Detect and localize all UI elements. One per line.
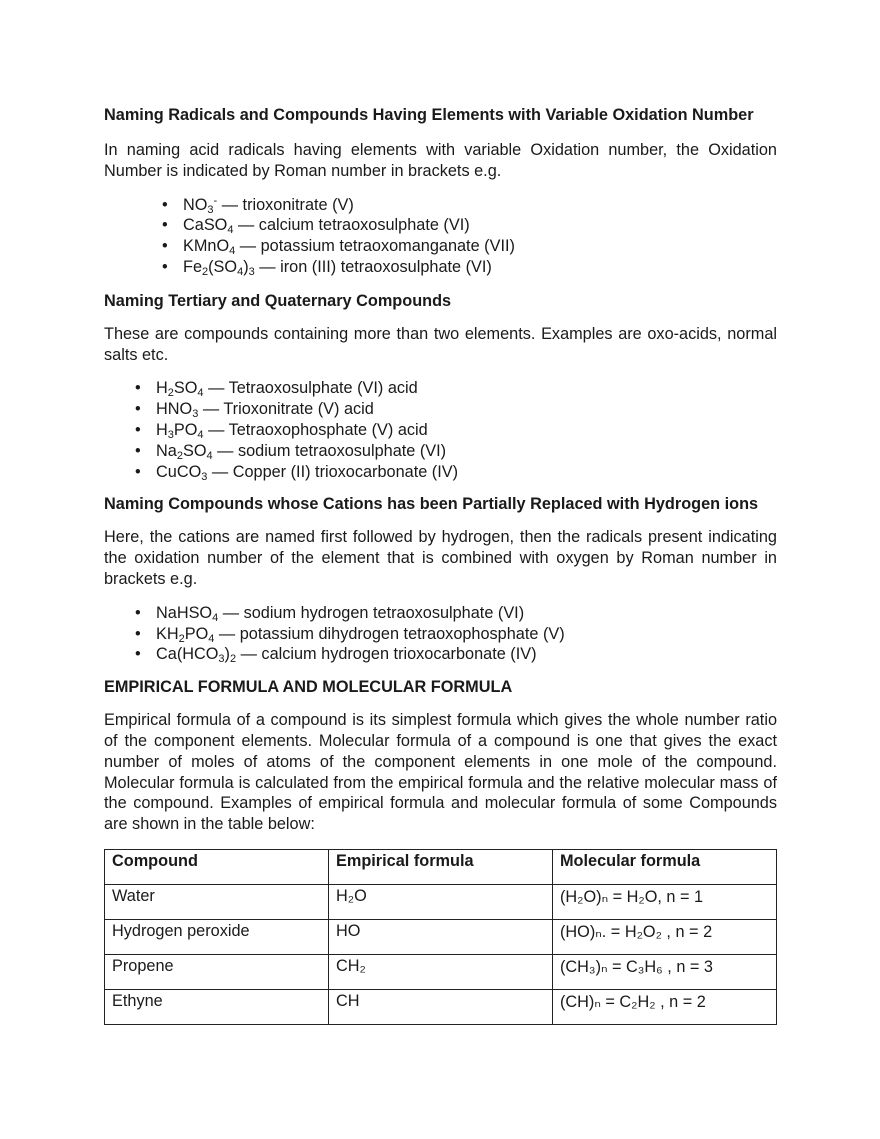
table-cell: CH	[329, 989, 553, 1024]
table-header-row	[105, 849, 777, 884]
column-header: Compound	[105, 849, 329, 884]
list-item: • $Fe_2(SO_4)_3$ — iron (III) tetraoxosulphate (VI)	[162, 257, 492, 278]
list-item: • $Na_2SO_4$ — sodium tetraoxosulphate (VI)	[135, 441, 447, 462]
section2-list	[135, 378, 777, 483]
table-cell: Ethyne	[105, 989, 329, 1024]
table-cell: HO	[329, 919, 553, 954]
section3-list	[135, 603, 777, 666]
list-item: • $KH_2PO_4$ — potassium dihydrogen tetraoxophosphate (V)	[135, 624, 565, 645]
list-item: • CuCO$_3$ — Copper (II) trioxocarbonate (IV)	[135, 462, 459, 483]
section1-heading: Naming Radicals and Compounds Having Elements with Variable Oxidation Number	[104, 106, 754, 124]
section1-paragraph: In naming acid radicals having elements with variable Oxidation number, the Oxidation Number is indicated by Roman number in brackets e.g.	[104, 141, 777, 180]
table-cell: CH₂	[329, 954, 553, 989]
list-item: • KMnO$_4$ — potassium tetraoxomanganate (VII)	[162, 237, 515, 258]
table-cell: Propene	[105, 954, 329, 989]
list-item: • $Ca(HCO_3)_2$ — calcium hydrogen trioxocarbonate (IV)	[135, 645, 537, 666]
table-cell: Water	[105, 884, 329, 919]
list-item: • $NO_3^-$ — trioxonitrate (V)	[162, 194, 354, 216]
table-row	[105, 989, 777, 1024]
table-row	[105, 954, 777, 989]
section3-heading: Naming Compounds whose Cations has been Partially Replaced with Hydrogen ions	[104, 495, 759, 514]
list-item: • $H_3PO_4$ — Tetraoxophosphate (V) acid	[135, 420, 428, 441]
list-item: • NaHSO$_4$ — sodium hydrogen tetraoxosulphate (VI)	[135, 603, 525, 624]
formula-table	[104, 849, 777, 1025]
table-cell: Hydrogen peroxide	[105, 919, 329, 954]
section1-list	[162, 194, 777, 278]
section3-paragraph: Here, the cations are named first followed by hydrogen, then the radicals present indicating the oxidation number of the element that is combined with oxygen by Roman number in brackets e.g.	[104, 528, 777, 588]
table-cell: (CH₃)ₙ = C₃H₆ , n = 3	[553, 954, 777, 989]
section4-paragraph: Empirical formula of a compound is its simplest formula which gives the whole number ratio of the component elements. Molecular formula of a compound is one that gives the exact number of moles of atoms of the component elements in one mole of the compound. Molecular formula is calculated from the empirical formula and the relative molecular mass of the compound. Examples of empirical formula and molecular formula of some Compounds are shown in the table below:	[104, 711, 777, 834]
table-cell: (H₂O)ₙ = H₂O, n = 1	[553, 884, 777, 919]
section4-heading: EMPIRICAL FORMULA AND MOLECULAR FORMULA	[104, 678, 513, 697]
section2-heading: Naming Tertiary and Quaternary Compounds	[104, 291, 452, 310]
list-item: • CaSO$_4$ — calcium tetraoxosulphate (VI)	[162, 216, 470, 237]
list-item: • $HNO_3$ — Trioxonitrate (V) acid	[135, 400, 374, 421]
table-cell: H₂O	[329, 884, 553, 919]
table-row	[105, 884, 777, 919]
list-item: • $H_2SO_4$ — Tetraoxosulphate (VI) acid	[135, 379, 418, 400]
table-cell: (CH)ₙ = C₂H₂ , n = 2	[553, 989, 777, 1024]
table-cell: (HO)ₙ. = H₂O₂ , n = 2	[553, 919, 777, 954]
column-header: Molecular formula	[553, 849, 777, 884]
column-header: Empirical formula	[329, 849, 553, 884]
table-row	[105, 919, 777, 954]
section2-paragraph: These are compounds containing more than two elements. Examples are oxo-acids, normal salts etc.	[104, 324, 777, 364]
document-page	[104, 100, 777, 1025]
